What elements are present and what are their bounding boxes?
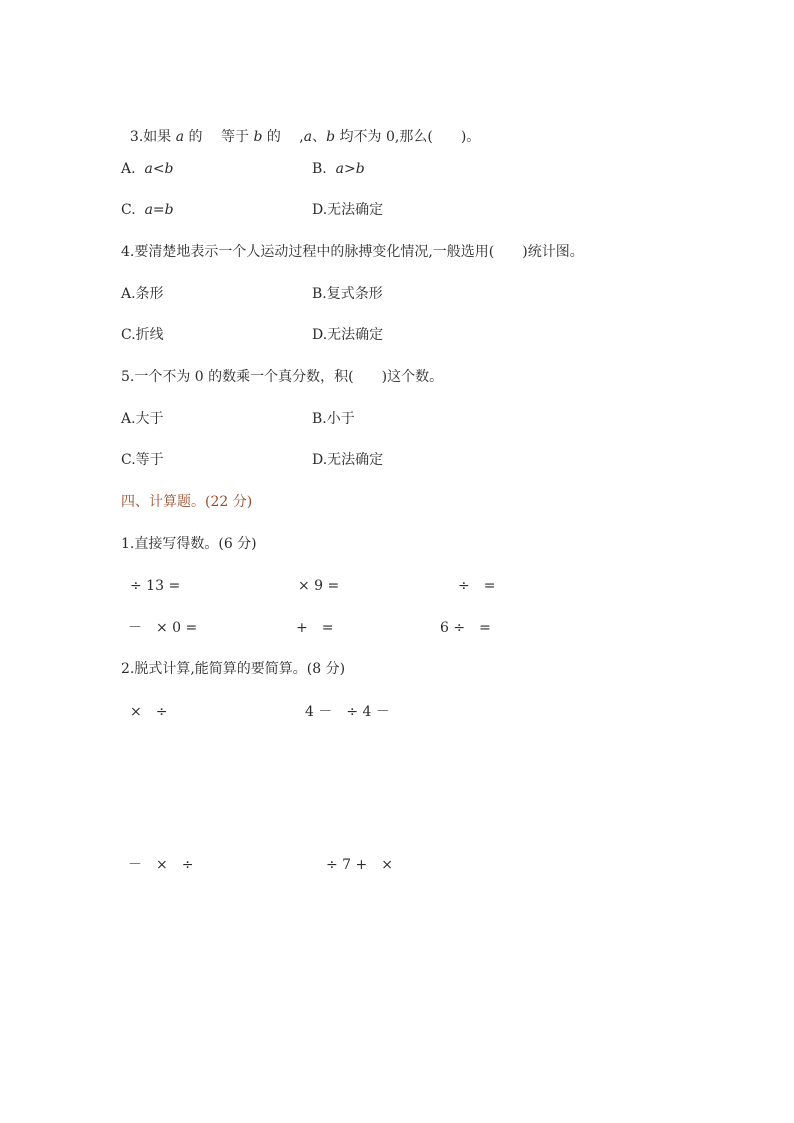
q3-stem [121, 110, 480, 146]
q3-option-a: A. a<b [121, 161, 174, 177]
calc2-row1-item1: × ÷ [130, 704, 168, 720]
q4-option-c: C.折线 [121, 327, 164, 343]
q3-var-a2: a [303, 129, 313, 145]
q4-option-a: A.条形 [121, 286, 164, 302]
q3-var-a: a [175, 129, 185, 145]
calc1-row2-item1: － × 0 = [128, 620, 198, 636]
calc1-row1-item3: ÷ = [458, 578, 496, 594]
q3-prefix: 3.如果 [129, 129, 176, 145]
q5-option-d: D.无法确定 [312, 452, 384, 468]
calc2-row1-item2: 4 － ÷ 4 － [305, 704, 390, 720]
q5-option-b: B.小于 [312, 411, 355, 427]
q3-option-d: D.无法确定 [312, 202, 384, 218]
q3-option-b: B. a>b [312, 161, 365, 177]
q3-sep: 、 [312, 129, 327, 145]
calc1-row1-item1: ÷ 13 = [130, 578, 181, 594]
calc1-row2-item3: 6 ÷ = [440, 620, 491, 636]
calc2-row2-item2: ÷ 7 + × [326, 857, 393, 873]
q4-option-b: B.复式条形 [312, 286, 383, 302]
q3-option-c: C. a=b [121, 202, 174, 218]
q5-option-a: A.大于 [121, 411, 164, 427]
q3-mid1: 的 等于 [184, 129, 254, 145]
q3-var-b2: b [326, 129, 336, 145]
calc1-row1-item2: × 9 = [298, 578, 340, 594]
calc1-title: 1.直接写得数。(6 分) [121, 536, 257, 552]
calc2-title: 2.脱式计算,能简算的要简算。(8 分) [121, 661, 346, 677]
calc1-row2-item2: + = [296, 620, 334, 636]
calc2-row2-item1: － × ÷ [128, 857, 194, 873]
q5-stem: 5.一个不为 0 的数乘一个真分数，积( )这个数。 [121, 369, 444, 385]
q3-mid2: 的 , [262, 129, 304, 145]
section-title: 四、计算题。(22 分) [121, 494, 253, 510]
q5-option-c: C.等于 [121, 452, 164, 468]
q4-option-d: D.无法确定 [312, 327, 384, 343]
q3-suffix: 均不为 0,那么( )。 [335, 129, 481, 145]
q4-stem: 4.要清楚地表示一个人运动过程中的脉搏变化情况,一般选用( )统计图。 [121, 244, 584, 260]
q3-var-b: b [253, 129, 263, 145]
